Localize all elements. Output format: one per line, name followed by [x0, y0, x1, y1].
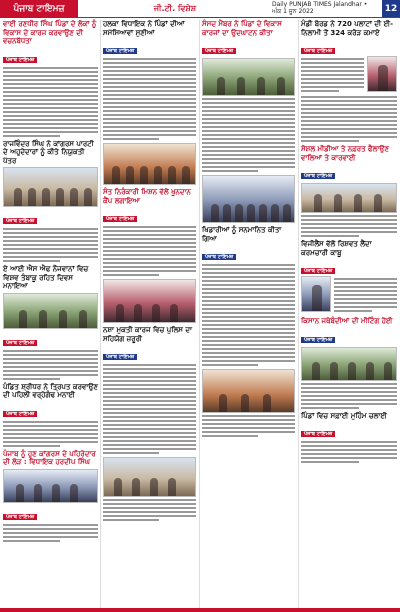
news-photo: [103, 457, 196, 497]
byline-badge: ਪੰਜਾਬ ਟਾਇਮਜ਼: [3, 218, 37, 224]
article-body: [103, 226, 196, 276]
article-body: [103, 58, 196, 140]
column-divider: [298, 20, 299, 610]
newspaper-name: ਪੰਜਾਬ ਟਾਇਮਜ਼: [0, 0, 78, 17]
news-photo: [3, 469, 98, 503]
news-photo: [202, 58, 295, 96]
article-body: [103, 364, 196, 454]
byline-badge: ਪੰਜਾਬ ਟਾਇਮਜ਼: [301, 337, 335, 343]
headline: ਖਿਡਾਰੀਆਂ ਨੂੰ ਸਨਮਾਨਿਤ ਕੀਤਾ ਗਿਆ: [202, 226, 282, 243]
column-divider: [100, 20, 101, 610]
byline-badge: ਪੰਜਾਬ ਟਾਇਮਜ਼: [3, 340, 37, 346]
byline-badge: ਪੰਜਾਬ ਟਾਇਮਜ਼: [301, 431, 335, 437]
byline-badge: ਪੰਜਾਬ ਟਾਇਮਜ਼: [202, 254, 236, 260]
news-photo: [202, 175, 295, 223]
portrait-photo: [367, 56, 397, 92]
masthead: [0, 0, 400, 18]
headline: ਵਿਜੀਲੈਂਸ ਵੱਲੋਂ ਰਿਸ਼ਵਤ ਲੈਂਦਾ ਕਰਮਚਾਰੀ ਕਾਬੂ: [301, 240, 372, 257]
page-number: 12: [382, 0, 400, 17]
article-body: [202, 415, 295, 437]
column-divider: [199, 20, 200, 610]
column-4: [301, 20, 397, 465]
news-photo: [3, 293, 98, 329]
news-photo: [301, 347, 397, 381]
article-body: [3, 67, 98, 137]
headline: ਪੰਜਾਬ ਨੂੰ ਹੁਣ ਕਾਂਗਰਸ ਦੇ ਪਹਿਰੇਦਾਰ ਦੀ ਲੋੜ : ਵਿਧਾਇਕ ਹਰਦੀਪ ਸਿੰਘ: [3, 449, 96, 466]
headline: ਹਲਕਾ ਵਿਧਾਇਕ ਨੇ ਪਿੰਡਾਂ ਦੀਆਂ ਸਮੱਸਿਆਵਾਂ ਸੁਣੀਆਂ: [103, 20, 185, 37]
article-body: [334, 276, 397, 314]
article-body: [103, 499, 196, 521]
byline-badge: ਪੰਜਾਬ ਟਾਇਮਜ਼: [301, 268, 335, 274]
portrait-photo: [301, 276, 331, 312]
byline-badge: ਪੰਜਾਬ ਟਾਇਮਜ਼: [103, 48, 137, 54]
article-body: [301, 441, 397, 463]
headline: ਸੰਤ ਨਿਰੰਕਾਰੀ ਮਿਸ਼ਨ ਵੱਲੋਂ ਖੂਨਦਾਨ ਕੈਂਪ ਲਗਾਇਆ: [103, 188, 191, 205]
column-1: [3, 20, 98, 544]
headline: ਰਾਜਵਿੰਦਰ ਸਿੰਘ ਨੇ ਕਾਂਗਰਸ ਪਾਰਟੀ ਦੇ ਅਹੁਦੇਦਾਰਾਂ ਨੂੰ ਕੀਤੇ ਨਿਯੁਕਤੀ ਪੱਤਰ: [3, 139, 94, 165]
article-body: [3, 421, 98, 447]
article-body: [301, 96, 397, 142]
headline: ਕਿਸਾਨ ਜਥੇਬੰਦੀਆਂ ਦੀ ਮੀਟਿੰਗ ਹੋਈ: [301, 317, 393, 325]
headline: ਵਾਈ ਰਣਧੀਰ ਸਿੰਘ ਪਿੰਡਾਂ ਦੇ ਲੋਕਾਂ ਨੂੰ ਵਿਕਾਸ ਦੇ ਕਾਰਜ ਕਰਵਾਉਣ ਦੀ ਵਚਨਬੱਧਤਾ: [3, 20, 97, 45]
page-footer-bar: [0, 608, 400, 612]
byline-badge: ਪੰਜਾਬ ਟਾਇਮਜ਼: [202, 48, 236, 54]
news-photo: [202, 369, 295, 413]
headline: ਸੰਸਦ ਮੈਂਬਰ ਨੇ ਪਿੰਡਾਂ ਦੇ ਵਿਕਾਸ ਕਾਰਜਾਂ ਦਾ ਉਦਘਾਟਨ ਕੀਤਾ: [202, 20, 282, 37]
article-body: [202, 98, 295, 172]
news-photo: [103, 143, 196, 185]
byline-badge: ਪੰਜਾਬ ਟਾਇਮਜ਼: [3, 57, 37, 63]
column-2: [103, 20, 196, 523]
headline: ਮੰਡੀ ਬੋਰਡ ਨੇ 720 ਪਲਾਟਾਂ ਦੀ ਈ-ਨਿਲਾਮੀ ਤੋਂ 324 ਕਰੋੜ ਕਮਾਏ: [301, 20, 393, 37]
headline: ਨਸ਼ਾ ਮੁਕਤੀ ਕਾਰਜ ਵਿਚ ਪੁਲਿਸ ਦਾ ਸਹਿਯੋਗ ਜ਼ਰੂਰੀ: [103, 326, 193, 343]
headline: ਏ ਆਈ ਐਸ ਐਫ ਨੌਜਵਾਨਾਂ ਵਿਚ ਵਿਸ਼ਵ ਤੰਬਾਕੂ ਰਹਿਤ ਦਿਵਸ ਮਨਾਇਆ: [3, 265, 89, 290]
article-body: [3, 524, 98, 542]
byline-badge: ਪੰਜਾਬ ਟਾਇਮਜ਼: [3, 411, 37, 417]
byline-badge: ਪੰਜਾਬ ਟਾਇਮਜ਼: [103, 216, 137, 222]
article-body: [301, 383, 397, 409]
article-body: [301, 56, 364, 94]
article-body: [202, 264, 295, 366]
article-body: [3, 350, 98, 380]
news-photo: [103, 279, 196, 323]
article-body: [3, 228, 98, 262]
byline-badge: ਪੰਜਾਬ ਟਾਇਮਜ਼: [301, 173, 335, 179]
column-3: [202, 20, 295, 439]
byline-badge: ਪੰਜਾਬ ਟਾਇਮਜ਼: [3, 514, 37, 520]
issue-date: Daily PUNJAB TIMES Jalandhar • ਅੰਕ 1 ਜੂਨ 2022: [272, 0, 382, 17]
section-title: ਜੀ.ਟੀ. ਵਿਸ਼ੇਸ਼: [78, 0, 272, 17]
byline-badge: ਪੰਜਾਬ ਟਾਇਮਜ਼: [301, 48, 335, 54]
headline: ਸੋਸ਼ਲ ਮੀਡੀਆ ਤੇ ਨਫ਼ਰਤ ਫੈਲਾਉਣ ਵਾਲਿਆਂ ਤੇ ਕਾਰਵਾਈ: [301, 145, 389, 162]
headline: ਪੰਡਿਤ ਸ਼੍ਰੀਧਰ ਨੇ ਤ੍ਰਿਪਤ ਕਰਵਾਉਣ ਦੀ ਪਹਿਲੀ ਵਰ੍ਹੇਗੰਢ ਮਨਾਈ: [3, 382, 98, 399]
news-photo: [3, 167, 98, 207]
news-photo: [301, 183, 397, 213]
byline-badge: ਪੰਜਾਬ ਟਾਇਮਜ਼: [103, 354, 137, 360]
headline: ਪਿੰਡਾਂ ਵਿਚ ਸਫ਼ਾਈ ਮੁਹਿੰਮ ਚਲਾਈ: [301, 411, 387, 420]
article-body: [301, 215, 397, 237]
